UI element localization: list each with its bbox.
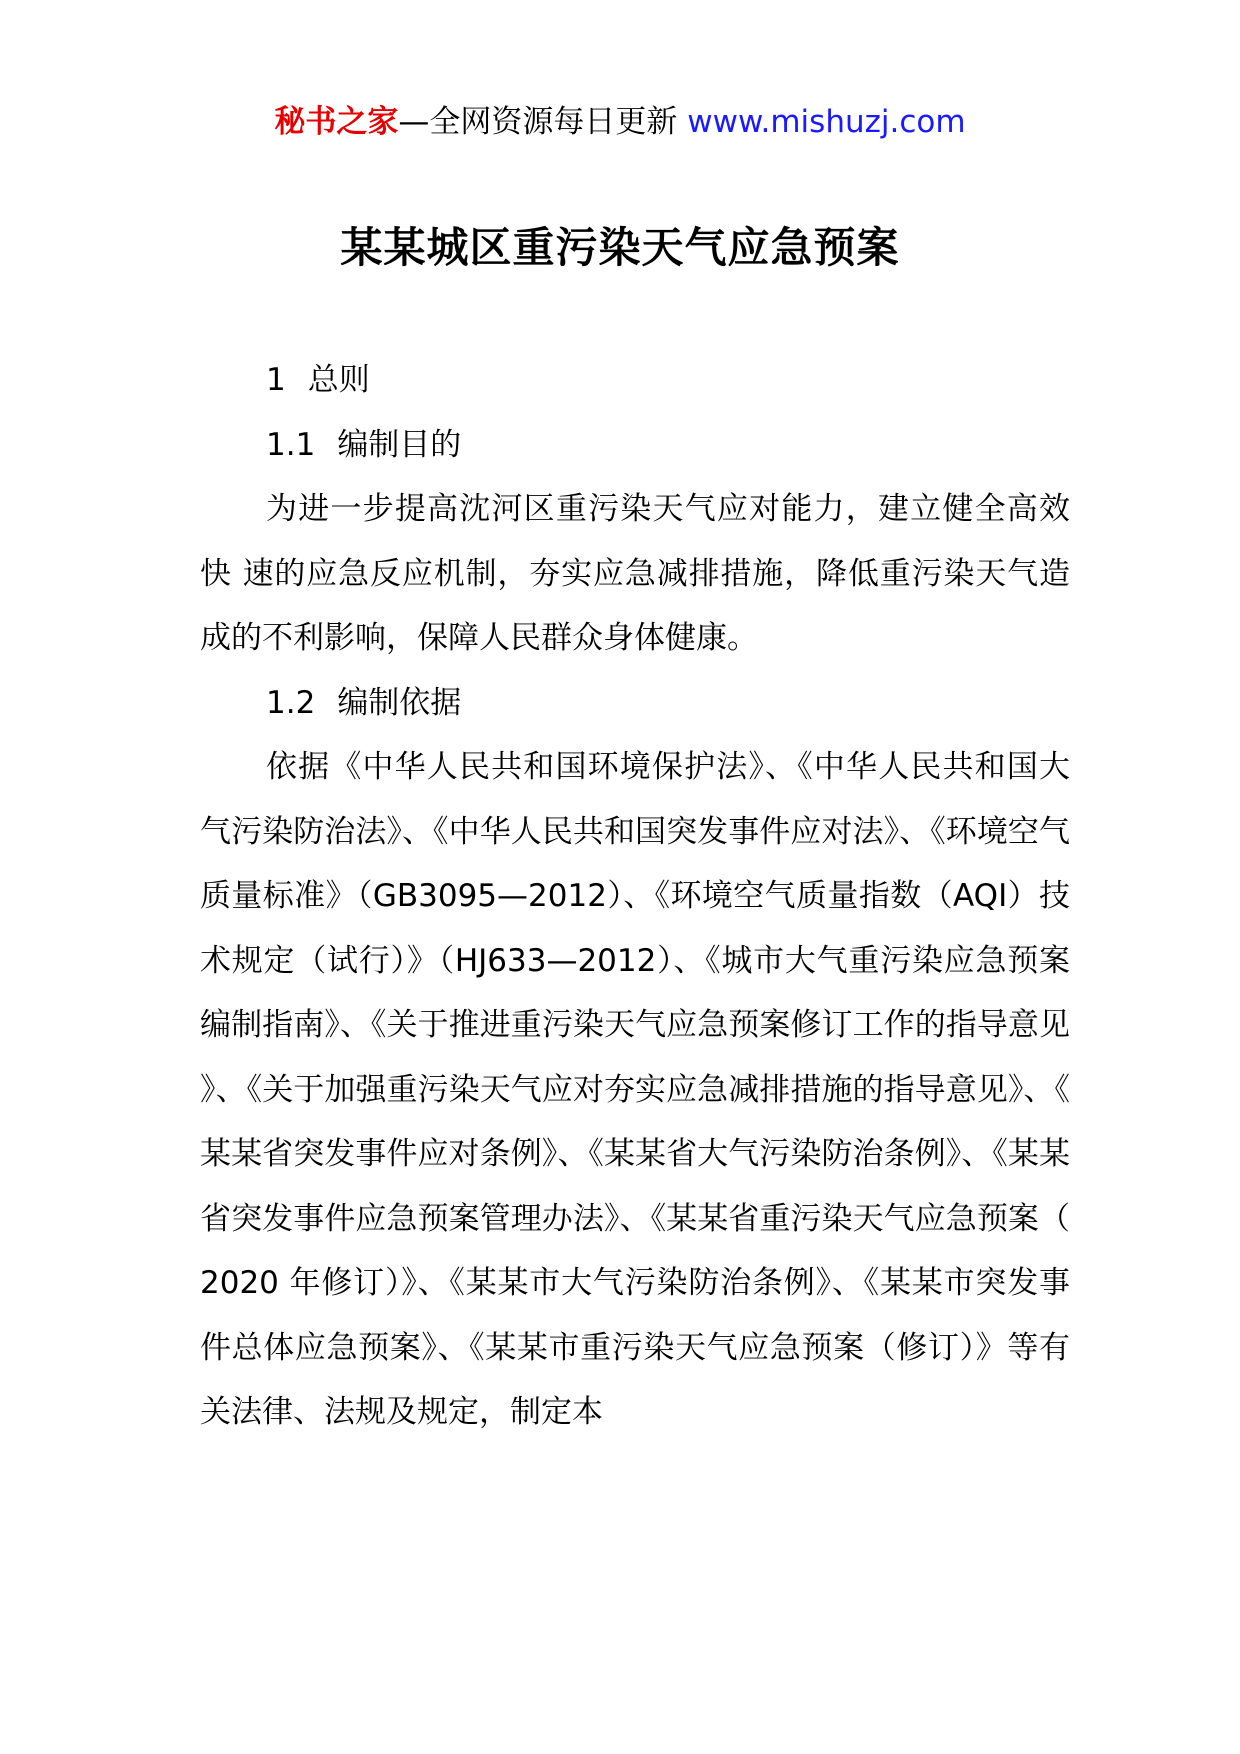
- section-1-1-paragraph: 为进一步提高沈河区重污染天气应对能力，建立健全高效快 速的应急反应机制，夯实应急减排措施，降低重污染天气造成的不利影响，保障人民群众身体健康。: [200, 491, 1070, 656]
- section-1-1-heading: [200, 413, 1070, 478]
- section-1-2-paragraph: 依据《中华人民共和国环境保护法》、《中华人民共和国大气污染防治法》、《中华人民共和国突发事件应对法》、《环境空气质量标准》（GB3095—2012）、《环境空气质量指数（AQI）技术规定（试行）》（HJ633—2012）、《城市大气重污染应急预案编制指南》、《关于推进重污染天气应急预案修订工作的指导意见》、《关于加强重污染天气应对夯实应急减排措施的指导意见》、《某某省突发事件应对条例》、《某某省大气污染防治条例》、《某某省突发事件应急预案管理办法》、《某某省重污染天气应急预案（2020 年修订）》、《某某市大气污染防治条例》、《某某市突发事件总体应急预案》、《某某市重污染天气应急预案（修订）》等有关法律、法规及规定，制定本: [200, 749, 1070, 1430]
- header-slogan: —全网资源每日更新: [398, 104, 678, 140]
- section-1-heading: [200, 348, 1070, 413]
- section-title: 编制目的: [337, 426, 462, 463]
- section-number: 1.1: [266, 426, 316, 463]
- section-number: 1: [266, 362, 286, 398]
- document-body: [200, 348, 1070, 1445]
- section-title: 总则: [307, 362, 370, 398]
- section-title: 编制依据: [337, 684, 462, 721]
- page-header: [0, 100, 1240, 144]
- section-number: 1.2: [266, 684, 316, 721]
- section-1-2-heading: [200, 671, 1070, 736]
- document-title: 某某城区重污染天气应急预案: [340, 223, 900, 272]
- site-url-link[interactable]: www.mishuzj.com: [687, 104, 966, 140]
- brand-name: 秘书之家: [274, 104, 399, 140]
